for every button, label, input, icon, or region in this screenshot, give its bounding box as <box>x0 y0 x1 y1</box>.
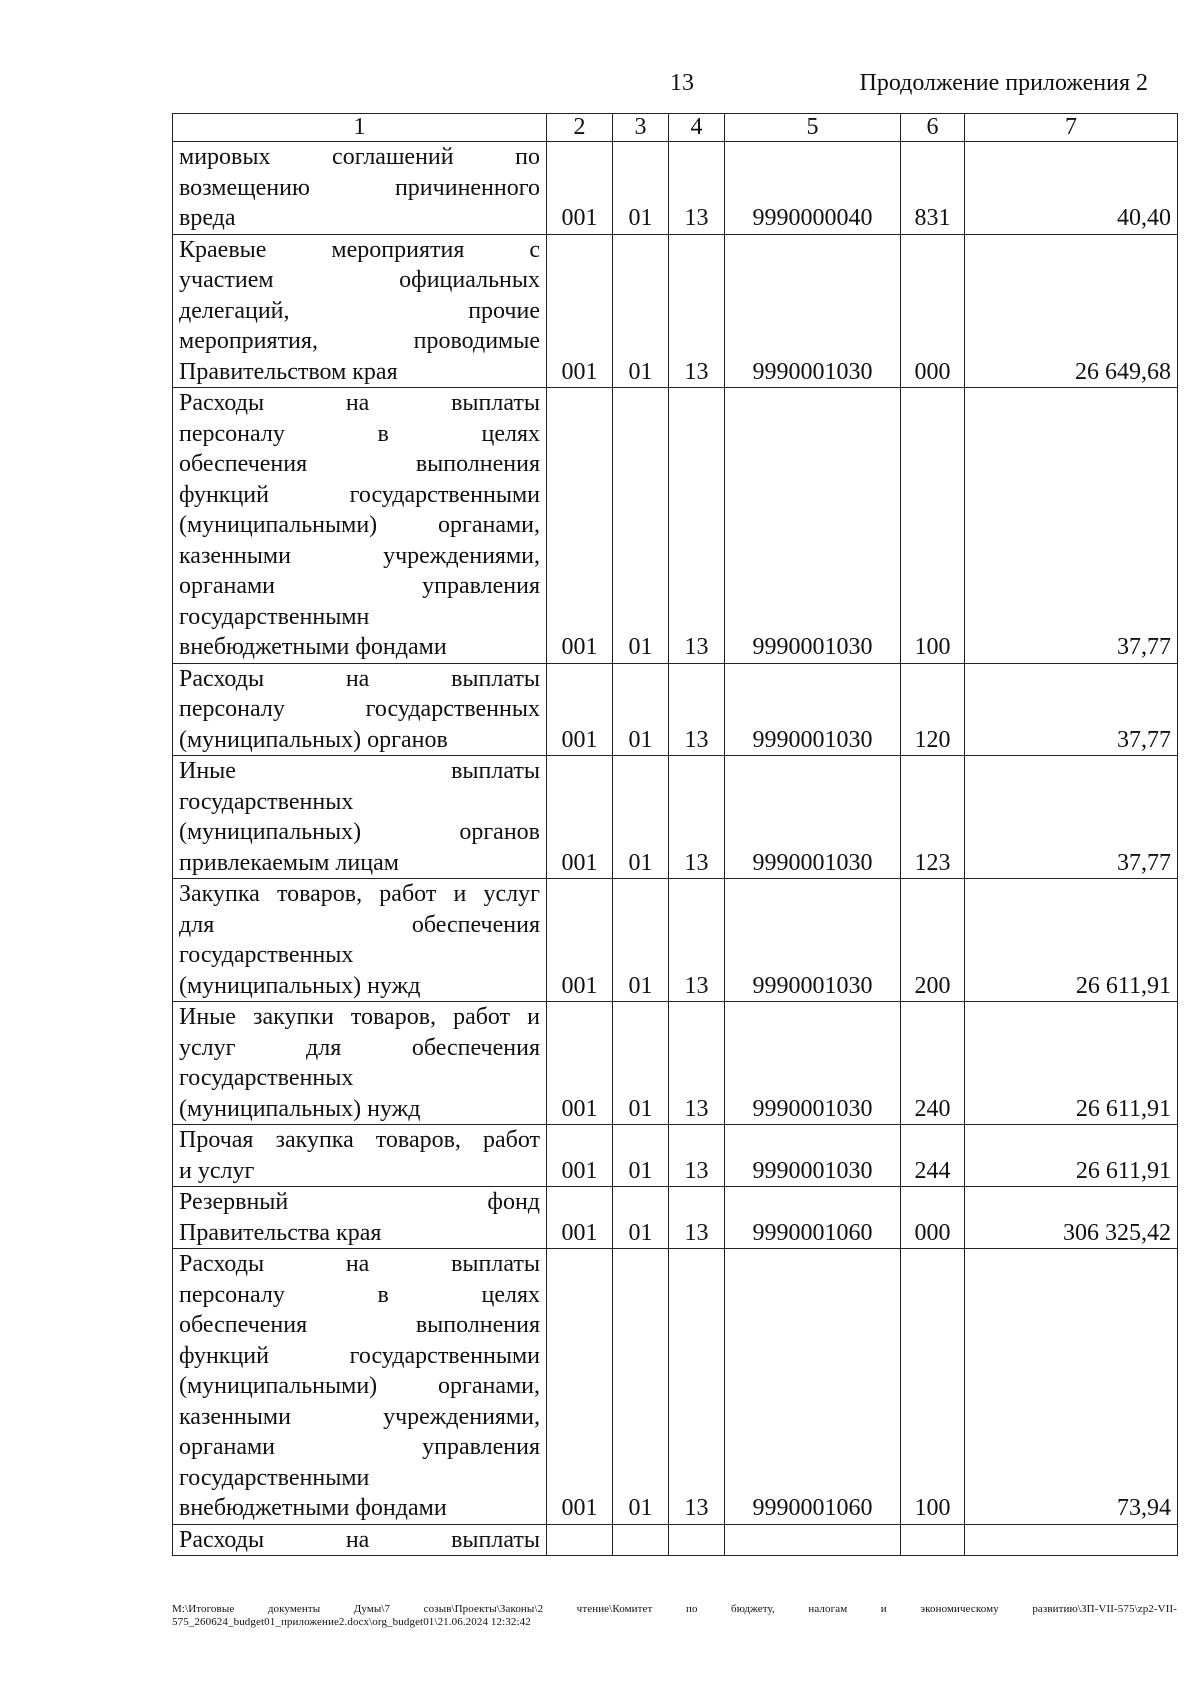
expense-name-cell <box>173 879 547 1002</box>
amount-cell: 26 611,91 <box>965 1125 1178 1187</box>
admin-code-cell: 001 <box>547 1002 613 1125</box>
section-code-cell: 01 <box>613 1249 669 1525</box>
admin-code-cell: 001 <box>547 388 613 664</box>
expense-name-last-line: Правительства края <box>179 1219 382 1246</box>
subsection-code-cell: 13 <box>669 1187 725 1249</box>
expense-name-line: Иные закупки товаров, работ и <box>179 1004 540 1030</box>
expense-name-last-line: и услуг <box>179 1157 255 1184</box>
expense-name-last-line: вреда <box>179 205 236 231</box>
table-header <box>173 114 1178 142</box>
admin-code-cell: 001 <box>547 1187 613 1249</box>
subsection-code-cell: 13 <box>669 879 725 1002</box>
expense-name-line: органами управления <box>179 1434 540 1460</box>
admin-code-cell: 001 <box>547 879 613 1002</box>
amount-cell: 306 325,42 <box>965 1187 1178 1249</box>
expense-name-last-line: государственнымн внебюджетными фондами <box>179 603 447 660</box>
subsection-code-cell: 13 <box>669 1002 725 1125</box>
header-row <box>173 114 1178 142</box>
target-article-cell <box>725 1524 901 1556</box>
expense-name-line: Краевые мероприятия с <box>179 236 540 263</box>
expense-name-line: персоналу в целях <box>179 420 540 447</box>
column-header-7: 7 <box>965 114 1178 142</box>
target-article-cell: 9990001030 <box>725 1125 901 1187</box>
subsection-code-cell: 13 <box>669 388 725 664</box>
section-code-cell <box>613 1524 669 1556</box>
column-header-3: 3 <box>613 114 669 142</box>
table-row <box>173 756 1178 879</box>
section-code-cell: 01 <box>613 663 669 756</box>
subsection-code-cell: 13 <box>669 142 725 235</box>
column-header-4: 4 <box>669 114 725 142</box>
table-row <box>173 1249 1178 1525</box>
expense-name-line: Прочая закупка товаров, работ <box>179 1127 540 1153</box>
table-row <box>173 663 1178 756</box>
expense-type-cell: 200 <box>901 879 965 1002</box>
amount-cell: 26 649,68 <box>965 234 1178 388</box>
table-row <box>173 388 1178 664</box>
expense-name-cell <box>173 142 547 235</box>
expense-name-line: обеспечения выполнения <box>179 451 540 477</box>
expense-name-cell <box>173 388 547 664</box>
subsection-code-cell <box>669 1524 725 1556</box>
section-code-cell: 01 <box>613 234 669 388</box>
expense-name-line: Расходы на выплаты <box>179 1526 540 1553</box>
column-header-6: 6 <box>901 114 965 142</box>
expense-name-line: Закупка товаров, работ и услуг <box>179 881 540 907</box>
expense-name-cell <box>173 234 547 388</box>
expense-name-line: функций государственными <box>179 481 540 508</box>
amount-cell: 37,77 <box>965 663 1178 756</box>
target-article-cell: 9990001030 <box>725 663 901 756</box>
expense-type-cell: 123 <box>901 756 965 879</box>
expense-type-cell: 100 <box>901 388 965 664</box>
target-article-cell: 9990001060 <box>725 1249 901 1525</box>
expense-name-line: Резервный фонд <box>179 1189 540 1215</box>
column-header-5: 5 <box>725 114 901 142</box>
expense-name-line: мировых соглашений по <box>179 144 540 170</box>
subsection-code-cell: 13 <box>669 1125 725 1187</box>
target-article-cell: 9990000040 <box>725 142 901 235</box>
column-header-1: 1 <box>173 114 547 142</box>
expense-name-line: возмещению причиненного <box>179 174 540 201</box>
expense-name-line: казенными учреждениями, <box>179 1403 540 1430</box>
expense-name-line: казенными учреждениями, <box>179 542 540 569</box>
expense-name-line: персоналу государственных <box>179 696 540 722</box>
subsection-code-cell: 13 <box>669 663 725 756</box>
section-code-cell: 01 <box>613 1002 669 1125</box>
table-row <box>173 234 1178 388</box>
amount-cell: 40,40 <box>965 142 1178 235</box>
expense-type-cell: 000 <box>901 1187 965 1249</box>
expense-name-line: персоналу в целях <box>179 1281 540 1308</box>
table-row <box>173 142 1178 235</box>
footer-file-path: М:\Итоговые документы Думы\7 созыв\Проекты\Законы\2 чтение\Комитет по бюджету, налогам и экономическому развитию\ЗП-VII-575\zp2-VII-575_260624_budget01_приложение2.docx\org_budget01\21.06.2024 12:32:42 <box>172 1603 1177 1628</box>
table-row <box>173 1002 1178 1125</box>
amount-cell: 37,77 <box>965 388 1178 664</box>
amount-cell: 37,77 <box>965 756 1178 879</box>
expense-name-line: государственных <box>179 788 354 815</box>
amount-cell <box>965 1524 1178 1556</box>
section-code-cell: 01 <box>613 142 669 235</box>
expense-type-cell: 100 <box>901 1249 965 1525</box>
expense-name-line: функций государственными <box>179 1342 540 1369</box>
admin-code-cell: 001 <box>547 1125 613 1187</box>
continuation-title: Продолжение приложения 2 <box>859 70 1148 96</box>
target-article-cell: 9990001030 <box>725 879 901 1002</box>
expense-name-line: мероприятия, проводимые <box>179 328 540 354</box>
table-row <box>173 1125 1178 1187</box>
expense-name-cell <box>173 1002 547 1125</box>
expense-type-cell: 240 <box>901 1002 965 1125</box>
column-header-2: 2 <box>547 114 613 142</box>
section-code-cell: 01 <box>613 756 669 879</box>
budget-table <box>172 113 1178 1556</box>
target-article-cell: 9990001030 <box>725 388 901 664</box>
target-article-cell: 9990001060 <box>725 1187 901 1249</box>
target-article-cell: 9990001030 <box>725 756 901 879</box>
expense-name-cell <box>173 756 547 879</box>
expense-name-last-line: (муниципальных) нужд <box>179 1095 421 1122</box>
expense-name-last-line: внебюджетными фондами <box>179 1495 447 1521</box>
subsection-code-cell: 13 <box>669 756 725 879</box>
expense-name-cell <box>173 1187 547 1249</box>
expense-name-line: (муниципальных) органов <box>179 819 540 845</box>
admin-code-cell: 001 <box>547 142 613 235</box>
table-row <box>173 1187 1178 1249</box>
expense-name-last-line: Правительством края <box>179 358 398 385</box>
section-code-cell: 01 <box>613 879 669 1002</box>
expense-name-last-line: привлекаемым лицам <box>179 849 399 876</box>
expense-name-line: органами управления <box>179 573 540 599</box>
expense-name-last-line: (муниципальных) нужд <box>179 972 421 999</box>
subsection-code-cell: 13 <box>669 1249 725 1525</box>
expense-type-cell: 831 <box>901 142 965 235</box>
admin-code-cell: 001 <box>547 234 613 388</box>
section-code-cell: 01 <box>613 1125 669 1187</box>
page-number: 13 <box>670 70 694 96</box>
expense-name-line: для обеспечения <box>179 911 540 938</box>
expense-name-last-line: (муниципальных) органов <box>179 726 448 753</box>
expense-name-line: участием официальных <box>179 267 540 293</box>
admin-code-cell <box>547 1524 613 1556</box>
expense-type-cell: 000 <box>901 234 965 388</box>
section-code-cell: 01 <box>613 1187 669 1249</box>
expense-name-line: (муниципальными) органами, <box>179 512 540 538</box>
expense-name-line: обеспечения выполнения <box>179 1312 540 1338</box>
expense-name-line: Расходы на выплаты <box>179 665 540 692</box>
expense-name-line: Расходы на выплаты <box>179 1251 540 1277</box>
admin-code-cell: 001 <box>547 663 613 756</box>
expense-name-line: Расходы на выплаты <box>179 390 540 416</box>
amount-cell: 26 611,91 <box>965 1002 1178 1125</box>
admin-code-cell: 001 <box>547 756 613 879</box>
expense-name-cell <box>173 1524 547 1556</box>
table-body <box>173 142 1178 1556</box>
amount-cell: 73,94 <box>965 1249 1178 1525</box>
admin-code-cell: 001 <box>547 1249 613 1525</box>
expense-name-cell <box>173 663 547 756</box>
expense-name-line: (муниципальными) органами, <box>179 1373 540 1399</box>
table-row <box>173 1524 1178 1556</box>
expense-type-cell: 120 <box>901 663 965 756</box>
expense-name-line: Иные выплаты <box>179 758 540 784</box>
expense-name-line: государственных <box>179 1065 354 1091</box>
expense-name-cell <box>173 1125 547 1187</box>
expense-type-cell: 244 <box>901 1125 965 1187</box>
table-row <box>173 879 1178 1002</box>
expense-name-line: делегаций, прочие <box>179 297 540 324</box>
target-article-cell: 9990001030 <box>725 1002 901 1125</box>
amount-cell: 26 611,91 <box>965 879 1178 1002</box>
expense-name-line: услуг для обеспечения <box>179 1034 540 1061</box>
expense-name-line: государственными <box>179 1464 370 1491</box>
target-article-cell: 9990001030 <box>725 234 901 388</box>
expense-name-line: государственных <box>179 942 354 968</box>
expense-type-cell <box>901 1524 965 1556</box>
expense-name-cell <box>173 1249 547 1525</box>
section-code-cell: 01 <box>613 388 669 664</box>
subsection-code-cell: 13 <box>669 234 725 388</box>
